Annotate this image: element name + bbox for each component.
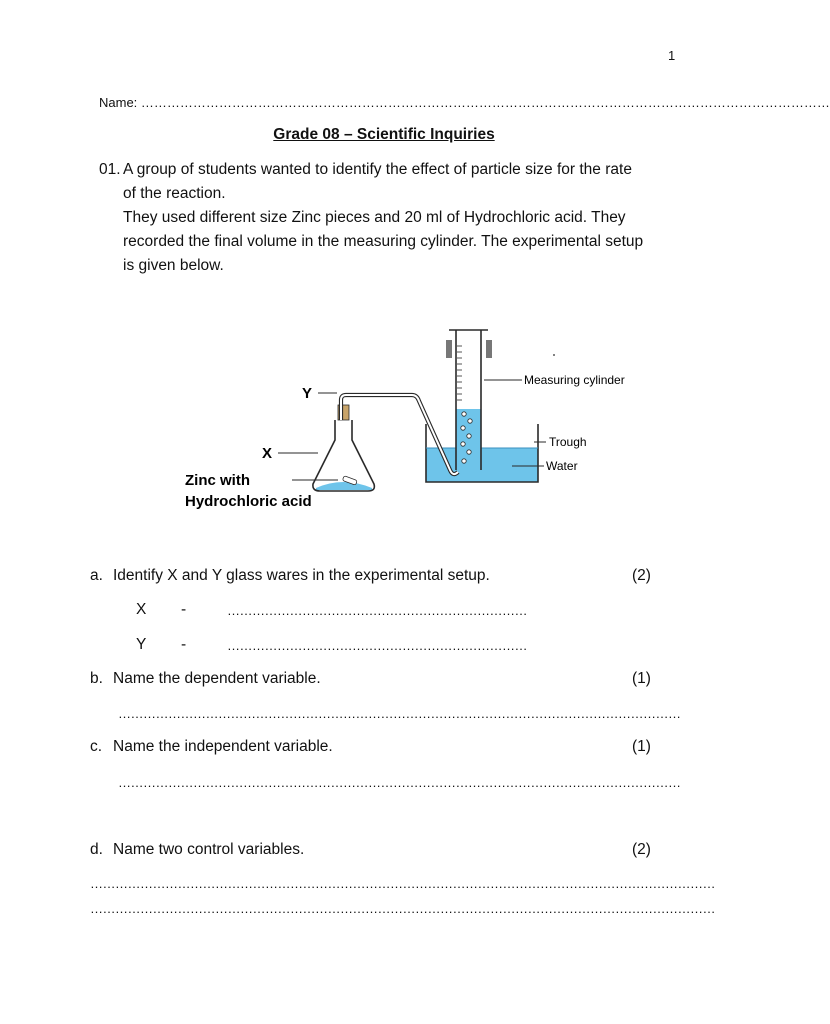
label-y: Y [302, 385, 313, 402]
part-c-text: Name the independent variable. [113, 738, 333, 755]
answer-line-y[interactable]: ……………………………………………………………… [227, 638, 527, 653]
label-x: X [262, 445, 273, 462]
part-a-text: Identify X and Y glass wares in the experimental setup. [113, 567, 490, 584]
part-a-x-dash: - [181, 601, 187, 618]
name-field[interactable]: Name: …………………………………………………………………………………………………………………………………………… [99, 95, 830, 110]
part-a-x-label: X [136, 601, 147, 618]
clamp-left [446, 340, 452, 358]
question-line-3: They used different size Zinc pieces and 20 ml of Hydrochloric acid. They [123, 209, 626, 226]
question-line-4: recorded the final volume in the measuring cylinder. The experimental setup [123, 233, 644, 250]
cylinder-water [456, 409, 481, 469]
part-b-text: Name the dependent variable. [113, 670, 321, 687]
worksheet-title: Grade 08 – Scientific Inquiries [273, 126, 495, 143]
question-line-2: of the reaction. [123, 185, 226, 202]
part-a-y-label: Y [136, 636, 147, 653]
answer-line-b[interactable]: ……………………………………………………………………………………………………………………… [118, 706, 681, 721]
part-b-marks: (1) [632, 670, 651, 687]
label-zinc-line-1: Zinc with [185, 472, 250, 489]
question-line-5: is given below. [123, 257, 224, 274]
question-number: 01. [99, 161, 121, 178]
part-c-marks: (1) [632, 738, 651, 755]
part-d-marks: (2) [632, 841, 651, 858]
page-number: 1 [668, 48, 676, 63]
answer-line-x[interactable]: ……………………………………………………………… [227, 603, 527, 618]
answer-line-d-1[interactable]: …………………………………………………………………………………………………………………………………… [90, 876, 715, 891]
label-water: Water [546, 459, 578, 473]
part-a-label: a. [90, 567, 103, 584]
answer-line-c[interactable]: ……………………………………………………………………………………………………………………… [118, 775, 681, 790]
part-b-label: b. [90, 670, 103, 687]
label-trough: Trough [549, 435, 587, 449]
part-d-label: d. [90, 841, 103, 858]
answer-line-d-2[interactable]: …………………………………………………………………………………………………………………………………… [90, 901, 715, 916]
clamp-right [486, 340, 492, 358]
question-line-1: A group of students wanted to identify the effect of particle size for the rate [123, 161, 632, 178]
label-zinc-line-2: Hydrochloric acid [185, 493, 312, 510]
part-a-y-dash: - [181, 636, 187, 653]
part-d-text: Name two control variables. [113, 841, 305, 858]
part-a-marks: (2) [632, 567, 651, 584]
cylinder-graduations [457, 346, 462, 400]
label-measuring-cylinder: Measuring cylinder [524, 373, 625, 387]
part-c-label: c. [90, 738, 103, 755]
flask-acid [316, 482, 372, 490]
